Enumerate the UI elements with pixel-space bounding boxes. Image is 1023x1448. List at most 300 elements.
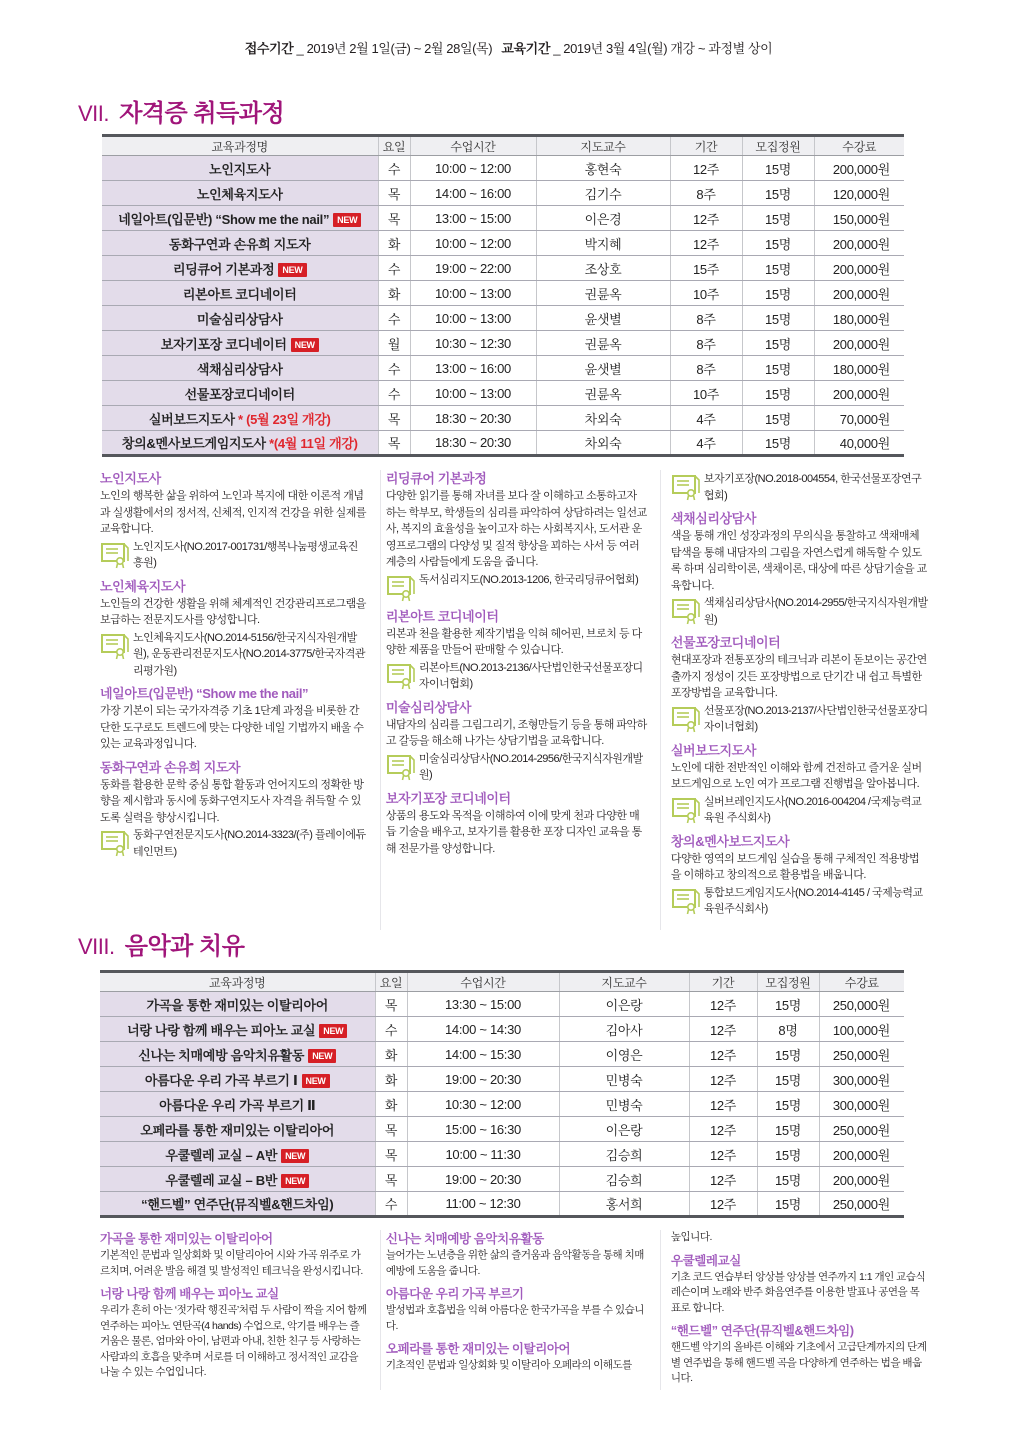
header-day: 요일 [375, 972, 407, 992]
time-cell: 14:00 ~ 15:30 [407, 1042, 559, 1067]
cert-row [386, 751, 648, 784]
fee-cell: 200,000원 [814, 381, 904, 406]
course-description-text: 다양한 읽기를 통해 자녀를 보다 잘 이해하고 소통하고자 하는 학부모, 학생들의 심리를 파악하여 상담하려는 일선교사, 복지의 효율성을 높이고자 하는 사회복지사, 도서관 운영프로그램의 다양성 및 질적 향상을 꾀하는 사서 등 여러 계층의 사람들에게 도움을 줍니다. [385, 490, 647, 568]
new-badge: NEW [319, 1024, 347, 1038]
table-row [100, 1017, 904, 1042]
course-description-text: 가장 기본이 되는 국가자격증 기초 1단계 과정을 비롯한 간단한 도구로도 트렌드에 맞는 다양한 네일 기법까지 배울 수 있는 교육과정입니다. [100, 705, 364, 750]
capacity-cell: 8명 [757, 1017, 819, 1042]
fee-cell: 150,000원 [814, 206, 904, 231]
course-name-cell [102, 431, 378, 456]
fee-cell: 100,000원 [819, 1017, 904, 1042]
capacity-cell: 15명 [742, 406, 814, 431]
capacity-cell: 15명 [742, 256, 814, 281]
course-description-title: 노인지도사 [100, 471, 161, 486]
description-column-3-items [671, 510, 928, 918]
time-cell: 19:00 ~ 22:00 [410, 256, 536, 281]
table-row [100, 1042, 904, 1067]
description-column-2 [380, 470, 660, 930]
course-description-title: 실버보드지도사 [670, 742, 756, 758]
description-column-3-items [671, 1252, 928, 1387]
course-name: 네일아트(입문반) “Show me the nail” [118, 211, 330, 227]
course-description [100, 685, 368, 753]
course-description-title: 가곡을 통한 재미있는 이탈리아어 [100, 1232, 273, 1246]
course-description-title: 창의&멘사보드지도사 [670, 833, 790, 849]
fee-cell: 40,000원 [814, 431, 904, 456]
cert-text: 노인지도사(NO.2017-001731/행복나눔평생교육진흥원) [133, 540, 358, 569]
cert-row [386, 572, 648, 602]
duration-cell: 12주 [689, 1167, 757, 1192]
course-description [100, 470, 368, 572]
capacity-cell: 15명 [757, 1142, 819, 1167]
duration-cell: 10주 [670, 381, 742, 406]
teacher-cell: 김승희 [559, 1167, 689, 1192]
time-cell: 10:00 ~ 13:00 [410, 281, 536, 306]
new-badge: NEW [281, 1149, 309, 1163]
certificate-icon [671, 597, 701, 625]
table-header-row [102, 136, 904, 156]
capacity-cell: 15명 [757, 992, 819, 1017]
time-cell: 18:30 ~ 20:30 [410, 431, 536, 456]
capacity-cell: 15명 [742, 206, 814, 231]
course-description [386, 1230, 648, 1279]
course-description [100, 578, 368, 680]
teacher-cell: 김아사 [559, 1017, 689, 1042]
fee-cell: 300,000원 [819, 1092, 904, 1117]
course-name: 우쿨렐레 교실 – A반 [165, 1147, 278, 1163]
registration-value: _ 2019년 2월 1일(금) ~ 2월 28일(목) [296, 41, 493, 56]
course-name: 동화구연과 손유희 지도자 [169, 236, 311, 252]
time-cell: 13:00 ~ 16:00 [410, 356, 536, 381]
certificate-icon [386, 753, 416, 781]
fee-cell: 200,000원 [814, 281, 904, 306]
course-description [671, 510, 928, 628]
course-name-cell [102, 356, 378, 381]
capacity-cell: 15명 [742, 156, 814, 181]
course-name: 창의&멘사보드게임지도사 [121, 436, 266, 451]
day-cell: 수 [375, 1192, 407, 1217]
header-time: 수업시간 [410, 136, 536, 156]
education-value: _ 2019년 3월 4일(월) 개강 ~ 과정별 상이 [553, 41, 773, 56]
course-description [386, 699, 648, 784]
section-8-roman: VIII. [78, 934, 115, 959]
cert-row [671, 885, 928, 918]
course-name-cell [102, 256, 378, 281]
header-course-name: 교육과정명 [100, 972, 375, 992]
time-cell: 19:00 ~ 20:30 [407, 1067, 559, 1092]
course-description-text: 동화를 활용한 문학 중심 통합 활동과 언어지도의 정확한 방향을 제시함과 동시에 동화구연지도사 자격을 취득할 수 있도록 실력을 향상시킵니다. [100, 778, 364, 824]
teacher-cell: 박지혜 [536, 231, 670, 256]
certificate-icon [100, 632, 130, 660]
capacity-cell: 15명 [742, 181, 814, 206]
continued-text: 높입니다. [670, 1231, 712, 1243]
course-name-cell [102, 206, 378, 231]
capacity-cell: 15명 [757, 1092, 819, 1117]
fee-cell: 250,000원 [819, 1192, 904, 1217]
course-name: 오페라를 통한 재미있는 이탈리아어 [140, 1122, 335, 1138]
teacher-cell: 홍현숙 [536, 156, 670, 181]
course-name-cell [100, 992, 375, 1017]
course-descriptions-certification [100, 470, 940, 930]
teacher-cell: 권륜옥 [536, 381, 670, 406]
course-name: “핸드벨” 연주단(뮤직벨&핸드차임) [141, 1197, 334, 1212]
course-description-text: 리본과 천을 활용한 제작기법을 익혀 헤어핀, 브로치 등 다양한 제품을 만들어 판매할 수 있습니다. [385, 627, 642, 656]
time-cell: 15:00 ~ 16:30 [407, 1117, 559, 1142]
table-row [100, 1067, 904, 1092]
course-name: 미술심리상담사 [196, 311, 283, 327]
cert-text: 선물포장(NO.2013-2137/사단법인한국선물포장디자이너협회) [703, 704, 928, 733]
course-description-text: 우리가 흔히 아는 ‘젓가락 행진곡’처럼 두 사람이 짝을 지어 함께 연주하는 피아노 연탄곡(4 hands) 수업으로, 악기를 배우는 즐거움은 물론, 엄마와 아이, 남편과 아내, 친한 친구 등 사랑하는 사람과의 호흡을 맞추며 서로를 더 이해하고 정서적인 교감을 나눌 수 있는 수업입니다. [100, 1304, 367, 1378]
day-cell: 목 [378, 181, 410, 206]
course-description-title: 오페라를 통한 재미있는 이탈리아어 [385, 1342, 571, 1356]
course-description-title: 리딩큐어 기본과정 [385, 471, 487, 486]
new-badge: NEW [302, 1074, 330, 1088]
header-duration: 기간 [670, 136, 742, 156]
course-table-music [100, 970, 904, 1218]
course-description-title: 색채심리상담사 [670, 511, 756, 526]
course-table-certification [102, 134, 904, 457]
teacher-cell: 김승희 [559, 1142, 689, 1167]
course-description-title: 보자기포장 코디네이터 [385, 790, 511, 806]
header-duration: 기간 [689, 972, 757, 992]
teacher-cell: 윤샛별 [536, 356, 670, 381]
cert-text: 독서심리지도(NO.2013-1206, 한국리딩큐어협회) [418, 573, 639, 586]
course-name: 노인지도사 [209, 161, 271, 177]
cert-row [671, 703, 928, 736]
course-description-text: 노인의 행복한 삶을 위하여 노인과 복지에 대한 이론적 개념과 실생활에서의 정서적, 신체적, 인지적 건강을 위한 실제를 교육합니다. [100, 490, 367, 535]
course-name: 리본아트 코디네이터 [182, 286, 297, 302]
duration-cell: 8주 [670, 331, 742, 356]
cert-text: 통합보드게임지도사(NO.2014-4145 / 국제능력교육원주식회사) [703, 886, 923, 915]
course-name: 리딩큐어 기본과정 [173, 261, 275, 277]
new-badge: NEW [278, 263, 306, 277]
cert-row [100, 539, 368, 572]
course-description [386, 1285, 648, 1334]
table-row [102, 281, 904, 306]
course-name-cell [102, 281, 378, 306]
opening-note: * (5월 23일 개강) [234, 411, 331, 427]
course-description-text: 발성법과 호흡법을 익혀 아름다운 한국가곡을 부를 수 있습니다. [385, 1304, 644, 1332]
fee-cell: 200,000원 [814, 331, 904, 356]
course-description [671, 634, 928, 736]
period-bar [0, 38, 1023, 57]
time-cell: 13:30 ~ 15:00 [407, 992, 559, 1017]
capacity-cell: 15명 [757, 1167, 819, 1192]
day-cell: 화 [378, 231, 410, 256]
course-description-text: 노인들의 건강한 생활을 위해 체계적인 건강관리프로그램을 보급하는 전문지도사를 양성합니다. [100, 597, 366, 626]
cert-text: 노인체육지도사(NO.2014-5156/한국지식자원개발원), 운동관리전문지도사(NO.2014-3775/한국자격관리평가원) [133, 631, 366, 677]
table-row [102, 431, 904, 456]
course-name-cell [100, 1067, 375, 1092]
day-cell: 화 [375, 1092, 407, 1117]
day-cell: 목 [375, 1142, 407, 1167]
section-8-heading: 음악과 치유 [124, 933, 245, 960]
course-name-cell [102, 231, 378, 256]
course-description-title: 동화구연과 손유희 지도자 [100, 759, 241, 775]
duration-cell: 4주 [670, 431, 742, 456]
day-cell: 목 [378, 406, 410, 431]
duration-cell: 12주 [689, 1042, 757, 1067]
fee-cell: 180,000원 [814, 306, 904, 331]
table-row [102, 181, 904, 206]
certificate-icon [671, 473, 701, 501]
teacher-cell: 조상호 [536, 256, 670, 281]
certificate-icon [671, 705, 701, 733]
duration-cell: 12주 [689, 1117, 757, 1142]
course-description [100, 1285, 368, 1381]
day-cell: 목 [375, 1167, 407, 1192]
cert-row [671, 595, 928, 628]
cert-text: 색채심리상담사(NO.2014-2955/한국지식자원개발원) [703, 597, 928, 626]
course-name-cell [100, 1192, 375, 1217]
cert-row [100, 630, 368, 680]
capacity-cell: 15명 [742, 381, 814, 406]
teacher-cell: 김기수 [536, 181, 670, 206]
fee-cell: 250,000원 [819, 1042, 904, 1067]
course-name: 실버보드지도사 [148, 411, 235, 427]
course-name-cell [100, 1092, 375, 1117]
course-description-title: 리본아트 코디네이터 [385, 608, 499, 624]
duration-cell: 12주 [689, 1017, 757, 1042]
duration-cell: 12주 [689, 1092, 757, 1117]
certificate-icon [100, 541, 130, 569]
table-row [100, 1117, 904, 1142]
course-name-cell [100, 1117, 375, 1142]
day-cell: 수 [378, 256, 410, 281]
fee-cell: 300,000원 [819, 1067, 904, 1092]
course-description-title: 우쿨렐레교실 [670, 1253, 741, 1268]
cert-text: 실버브레인지도사(NO.2016-004204 /국제능력교육원 주식회사) [703, 795, 922, 824]
teacher-cell: 이은랑 [559, 1117, 689, 1142]
course-description-title: 너랑 나랑 함께 배우는 피아노 교실 [100, 1287, 279, 1301]
course-description-text: 내담자의 심리를 그림그리기, 조형만들기 등을 통해 파악하고 갈등을 해소해 나가는 상담기법을 교육합니다. [385, 718, 647, 747]
teacher-cell: 홍서희 [559, 1192, 689, 1217]
course-name: 선물포장코디네이터 [184, 386, 295, 402]
course-name: 우쿨렐레 교실 – B반 [165, 1172, 278, 1188]
course-name-cell [102, 381, 378, 406]
day-cell: 목 [375, 1117, 407, 1142]
certificate-icon [671, 887, 701, 915]
day-cell: 월 [378, 331, 410, 356]
fee-cell: 70,000원 [814, 406, 904, 431]
new-badge: NEW [308, 1049, 336, 1063]
teacher-cell: 이은랑 [559, 992, 689, 1017]
cert-text: 리본아트(NO.2013-2136/사단법인한국선물포장디자이너협회) [418, 661, 643, 690]
opening-note: *(4월 11일 개강) [265, 436, 358, 451]
course-description [671, 1322, 928, 1387]
table-row [102, 356, 904, 381]
day-cell: 화 [375, 1042, 407, 1067]
course-name-cell [102, 331, 378, 356]
registration-label: 접수기간 [244, 41, 294, 56]
time-cell: 19:00 ~ 20:30 [407, 1167, 559, 1192]
table-row [102, 206, 904, 231]
teacher-cell: 차외숙 [536, 406, 670, 431]
time-cell: 10:00 ~ 12:00 [410, 231, 536, 256]
section-7-title [78, 93, 284, 128]
day-cell: 목 [375, 992, 407, 1017]
course-name: 가곡을 통한 재미있는 이탈리아어 [146, 997, 329, 1013]
course-name: 아름다운 우리 가곡 부르기 Ⅱ [159, 1097, 316, 1113]
course-description-text: 늘어가는 노년층을 위한 삶의 즐거움과 음악활동을 통해 치매예방에 도움을 줍니다. [385, 1249, 644, 1277]
course-description-text: 현대포장과 전통포장의 테크닉과 리본이 돋보이는 공간연출까지 정성이 깃든 포장방법으로 단기간 내 쉽고 특별한 포장방법을 교육합니다. [670, 654, 927, 699]
course-description [100, 759, 368, 861]
course-description-title: 미술심리상담사 [385, 699, 471, 715]
table-row [102, 231, 904, 256]
course-name: 아름다운 우리 가곡 부르기 Ⅰ [144, 1072, 298, 1088]
day-cell: 목 [378, 431, 410, 456]
duration-cell: 12주 [689, 992, 757, 1017]
cert-row [386, 660, 648, 693]
certificate-icon [386, 574, 416, 602]
capacity-cell: 15명 [742, 231, 814, 256]
duration-cell: 12주 [689, 1192, 757, 1217]
time-cell: 18:30 ~ 20:30 [410, 406, 536, 431]
header-day: 요일 [378, 136, 410, 156]
day-cell: 수 [378, 306, 410, 331]
header-teacher: 지도교수 [559, 972, 689, 992]
fee-cell: 200,000원 [819, 1167, 904, 1192]
section-8-title [78, 926, 244, 961]
fee-cell: 120,000원 [814, 181, 904, 206]
course-descriptions-music [100, 1230, 940, 1390]
duration-cell: 4주 [670, 406, 742, 431]
capacity-cell: 15명 [757, 1042, 819, 1067]
course-description [671, 1252, 928, 1317]
course-name: 색채심리상담사 [196, 361, 283, 377]
fee-cell: 200,000원 [819, 1142, 904, 1167]
duration-cell: 8주 [670, 356, 742, 381]
teacher-cell: 권륜옥 [536, 281, 670, 306]
course-name-cell [102, 156, 378, 181]
course-description-title: 노인체육지도사 [100, 578, 186, 594]
description-column-3 [660, 470, 940, 930]
description-column-2 [380, 1230, 660, 1390]
duration-cell: 8주 [670, 181, 742, 206]
course-name: 노인체육지도사 [196, 186, 283, 202]
duration-cell: 10주 [670, 281, 742, 306]
section-7-roman: VII. [78, 101, 110, 126]
day-cell: 화 [378, 281, 410, 306]
time-cell: 14:00 ~ 16:00 [410, 181, 536, 206]
course-description [671, 833, 928, 918]
duration-cell: 12주 [670, 156, 742, 181]
fee-cell: 200,000원 [814, 156, 904, 181]
course-description-text: 노인에 대한 전반적인 이해와 함께 건전하고 즐거운 실버보드게임으로 노인 여가 프로그램 진행법을 알아봅니다. [670, 761, 922, 790]
course-description-text: 다양한 영역의 보드게임 실습을 통해 구체적인 적용방법을 이해하고 창의적으로 활용법을 배웁니다. [670, 852, 920, 881]
header-teacher: 지도교수 [536, 136, 670, 156]
table-row [100, 1092, 904, 1117]
time-cell: 11:00 ~ 12:30 [407, 1192, 559, 1217]
course-description-text: 상품의 용도와 목적을 이해하여 이에 맞게 천과 다양한 매듭 기술을 배우고, 보자기를 활용한 포장 디자인 교육을 통해 전문가를 양성합니다. [385, 809, 642, 855]
cert-row [671, 471, 928, 504]
description-column-1 [100, 470, 380, 930]
day-cell: 목 [378, 206, 410, 231]
course-description [386, 608, 648, 693]
certificate-icon [386, 662, 416, 690]
capacity-cell: 15명 [757, 1067, 819, 1092]
time-cell: 10:00 ~ 12:00 [410, 156, 536, 181]
course-description-text: 기초적인 문법과 일상회화 및 이탈리아 오페라의 이해도를 [385, 1359, 632, 1371]
course-name: 보자기포장 코디네이터 [160, 336, 287, 352]
header-fee: 수강료 [814, 136, 904, 156]
certificate-icon [100, 829, 130, 857]
capacity-cell: 15명 [742, 356, 814, 381]
cert-text: 동화구연전문지도사(NO.2014-3323/(주) 플레이에듀테인먼트) [133, 829, 366, 858]
course-description-title: 선물포장코디네이터 [670, 635, 781, 650]
teacher-cell: 윤샛별 [536, 306, 670, 331]
fee-cell: 200,000원 [814, 256, 904, 281]
day-cell: 수 [378, 356, 410, 381]
duration-cell: 15주 [670, 256, 742, 281]
course-description [386, 790, 648, 858]
capacity-cell: 15명 [742, 281, 814, 306]
time-cell: 13:00 ~ 15:00 [410, 206, 536, 231]
fee-cell: 250,000원 [819, 1117, 904, 1142]
course-description [100, 1230, 368, 1279]
course-description-title: 신나는 치매예방 음악치유활동 [385, 1232, 544, 1246]
header-course-name: 교육과정명 [102, 136, 378, 156]
duration-cell: 12주 [670, 206, 742, 231]
cert-row [100, 827, 368, 860]
cert-text: 보자기포장(NO.2018-004554, 한국선물포장연구협회) [703, 473, 922, 502]
table-row [100, 992, 904, 1017]
day-cell: 수 [378, 156, 410, 181]
time-cell: 10:00 ~ 13:00 [410, 306, 536, 331]
course-description [671, 742, 928, 827]
teacher-cell: 민병숙 [559, 1067, 689, 1092]
table-row [102, 406, 904, 431]
time-cell: 10:00 ~ 11:30 [407, 1142, 559, 1167]
course-description-text: 색을 통해 개인 성장과정의 무의식을 통찰하고 색채매체 탐색을 통해 내담자의 그림을 자연스럽게 해독할 수 있도록 하며 심리학이론, 색채이론, 대상에 따른 상담기술을 교육합니다. [670, 530, 927, 592]
table-row [102, 306, 904, 331]
education-label: 교육기간 [501, 41, 550, 56]
time-cell: 10:30 ~ 12:00 [407, 1092, 559, 1117]
course-description-title: 네일아트(입문반) “Show me the nail” [100, 686, 309, 701]
header-capacity: 모집정원 [757, 972, 819, 992]
course-description [386, 1340, 648, 1374]
course-name-cell [100, 1167, 375, 1192]
course-name: 너랑 나랑 함께 배우는 피아노 교실 [127, 1022, 316, 1038]
new-badge: NEW [333, 213, 361, 227]
teacher-cell: 차외숙 [536, 431, 670, 456]
section-7-heading: 자격증 취득과정 [119, 100, 285, 127]
day-cell: 화 [375, 1067, 407, 1092]
cert-row [671, 794, 928, 827]
time-cell: 10:00 ~ 13:00 [410, 381, 536, 406]
duration-cell: 12주 [689, 1067, 757, 1092]
course-name-cell [102, 181, 378, 206]
description-column-3 [660, 1230, 940, 1390]
capacity-cell: 15명 [757, 1117, 819, 1142]
course-name-cell [102, 406, 378, 431]
day-cell: 수 [378, 381, 410, 406]
teacher-cell: 이은경 [536, 206, 670, 231]
course-name: 신나는 치매예방 음악치유활동 [138, 1047, 305, 1063]
course-name-cell [102, 306, 378, 331]
time-cell: 14:00 ~ 14:30 [407, 1017, 559, 1042]
course-description [386, 470, 648, 602]
course-name-cell [100, 1142, 375, 1167]
course-description-text: 기본적인 문법과 일상회화 및 이탈리아어 시와 가곡 위주로 가르치며, 어려운 발음 해결 및 발성적인 테크닉을 완성시킵니다. [100, 1249, 363, 1277]
header-capacity: 모집정원 [742, 136, 814, 156]
certificate-icon [671, 796, 701, 824]
capacity-cell: 15명 [742, 431, 814, 456]
new-badge: NEW [281, 1174, 309, 1188]
course-name-cell [100, 1042, 375, 1067]
day-cell: 수 [375, 1017, 407, 1042]
fee-cell: 200,000원 [814, 231, 904, 256]
table-row [100, 1192, 904, 1217]
